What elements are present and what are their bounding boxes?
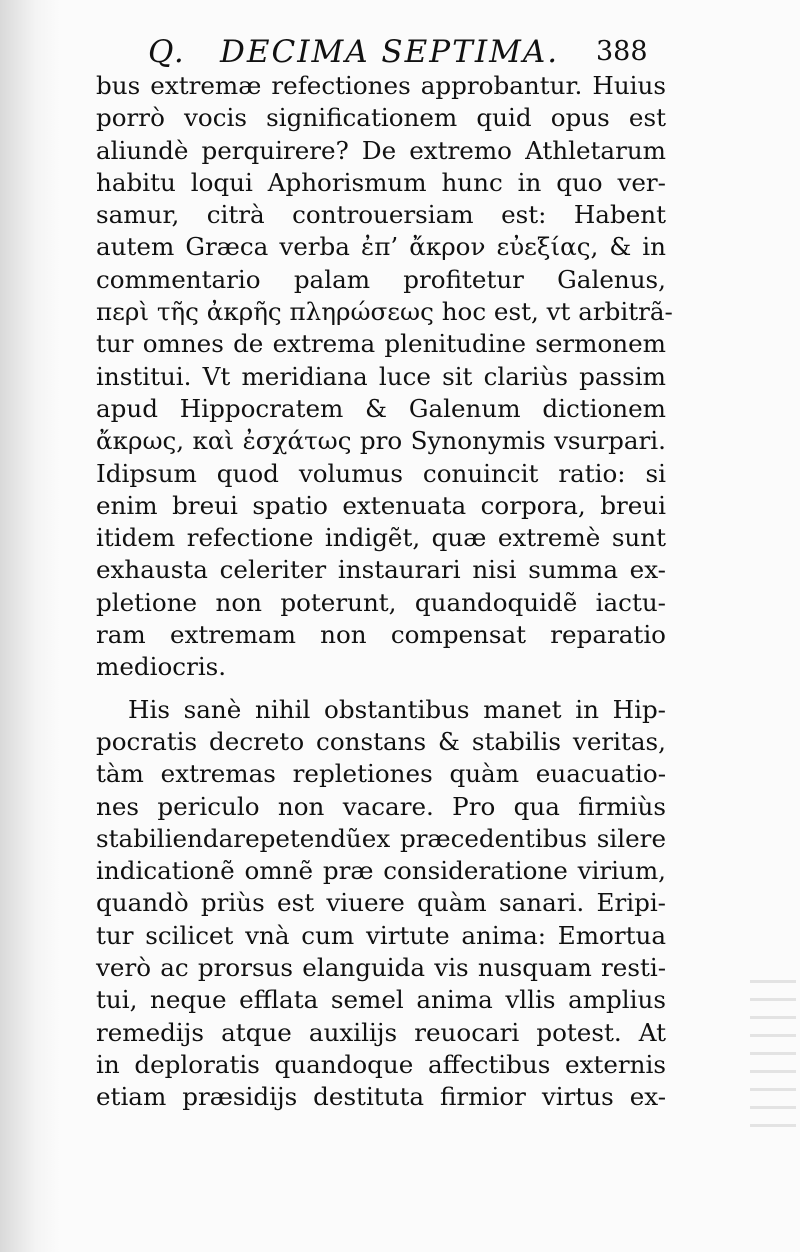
text-line: porrò vocis significationem quid opus est — [96, 103, 666, 133]
text-line: institui. Vt meridiana luce sit clariùs passim — [96, 361, 666, 391]
text-line: ἄκρως, καὶ ἐσχάτως pro Synonymis vsurpari. — [96, 426, 666, 456]
text-line: autem Græca verba ἐπ’ ἄκρον εὐεξίας, & in — [96, 232, 666, 262]
text-line: tur omnes de extrema plenitudine sermonem — [96, 329, 666, 359]
text-line: verò ac prorsus elanguida vis nusquam resti- — [96, 953, 666, 983]
text-line: commentario palam profitetur Galenus, — [96, 264, 666, 294]
text-line: stabiliendarepetendũex præcedentibus silere — [96, 823, 666, 853]
text-line: etiam præsidijs destituta firmior virtus ex- — [96, 1082, 666, 1112]
show-through-bleed — [750, 980, 796, 1140]
text-line: bus extremæ refectiones approbantur. Huius — [96, 71, 666, 100]
text-line: samur, citrà controuersiam est: Habent — [96, 200, 666, 230]
text-line: exhausta celeriter instaurari nisi summa ex- — [96, 555, 666, 585]
text-line: enim breui spatio extenuata corpora, breui — [96, 490, 666, 520]
text-line: aliundè perquirere? De extremo Athletarum — [96, 135, 666, 165]
text-line: tur scilicet vnà cum virtute anima: Emortua — [96, 920, 666, 950]
text-line: quandò priùs est viuere quàm sanari. Eripi- — [96, 888, 666, 918]
text-line: His sanè nihil obstantibus manet in Hip- — [128, 694, 666, 724]
text-line: pletione non poterunt, quandoquidẽ iactu- — [96, 587, 666, 617]
text-line: ram extremam non compensat reparatio — [96, 620, 666, 650]
text-line: apud Hippocratem & Galenum dictionem — [96, 393, 666, 423]
text-line: περὶ τῆς ἀκρῆς πληρώσεως hoc est, vt arbitrã- — [96, 297, 673, 327]
text-line: in deploratis quandoque affectibus externis — [96, 1049, 666, 1079]
text-line: remedijs atque auxilijs reuocari potest. At — [96, 1017, 666, 1047]
body-text — [96, 70, 673, 1114]
text-line: tui, neque efflata semel anima vllis amplius — [96, 985, 666, 1015]
header-question-label: Q. — [148, 34, 186, 70]
page-number: 388 — [596, 36, 648, 67]
text-line: itidem refectione indigẽt, quæ extremè sunt — [96, 523, 666, 553]
text-line: Idipsum quod volumus conuincit ratio: si — [96, 458, 666, 488]
running-header — [148, 34, 668, 74]
text-line: indicationẽ omnẽ præ consideratione virium, — [96, 856, 666, 886]
text-line: tàm extremas repletiones quàm euacuatio- — [96, 759, 666, 789]
text-line: habitu loqui Aphorismum hunc in quo ver- — [96, 167, 666, 197]
text-line: mediocris. — [96, 652, 227, 682]
text-line: nes periculo non vacare. Pro qua firmiùs — [96, 791, 666, 821]
page-gutter-shadow — [0, 0, 60, 1252]
header-title: DECIMA SEPTIMA. — [220, 34, 560, 70]
text-line: pocratis decreto constans & stabilis veritas, — [96, 726, 666, 756]
